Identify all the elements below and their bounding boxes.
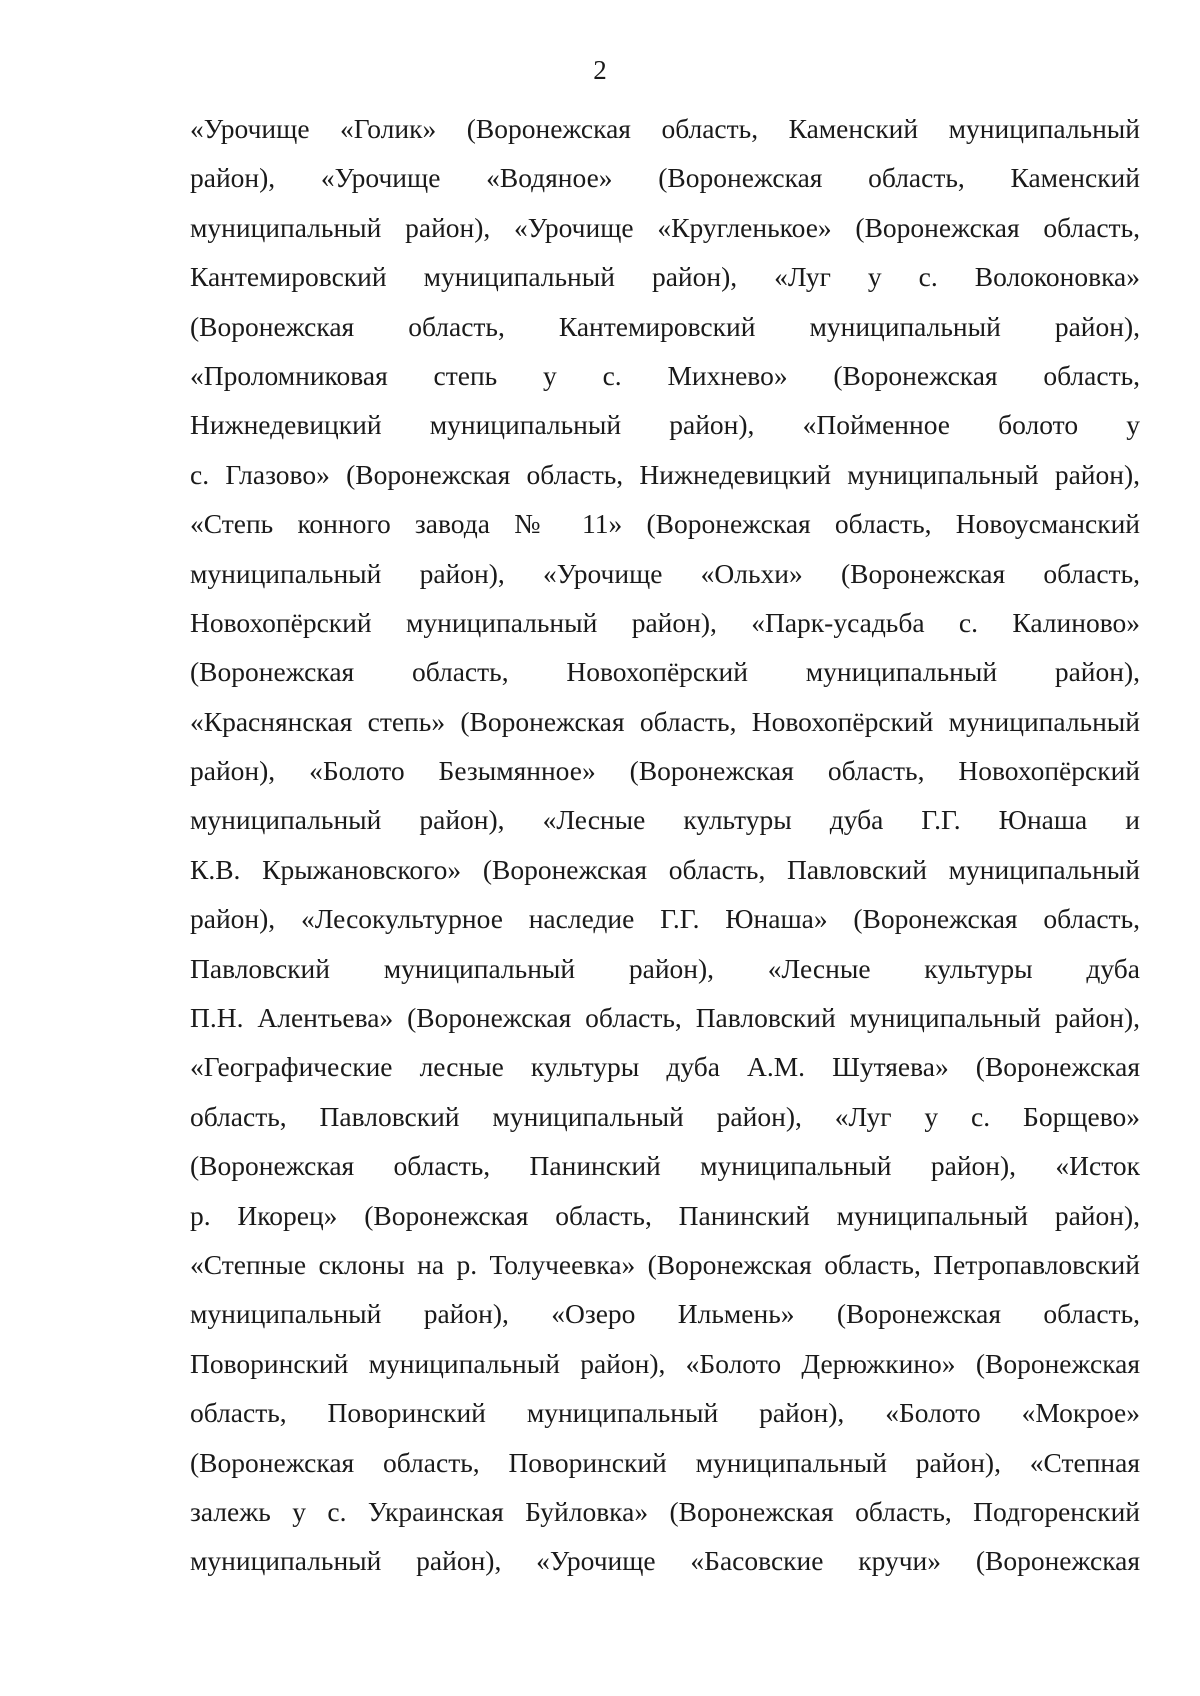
text-line: Кантемировский муниципальный район), «Луг у с. Волоконовка»	[190, 261, 1140, 293]
text-line: «Степные склоны на р. Толучеевка» (Воронежская область, Петропавловский	[190, 1248, 1140, 1280]
text-line: муниципальный район), «Урочище «Басовские кручи» (Воронежская	[190, 1545, 1140, 1577]
text-line: Поворинский муниципальный район), «Болото Дерюжкино» (Воронежская	[190, 1347, 1140, 1379]
text-line: «Краснянская степь» (Воронежская область, Новохопёрский муниципальный	[190, 705, 1140, 737]
text-line: К.В. Крыжановского» (Воронежская область, Павловский муниципальный	[190, 853, 1140, 885]
text-line: с. Глазово» (Воронежская область, Нижнедевицкий муниципальный район),	[190, 458, 1140, 490]
text-line: (Воронежская область, Новохопёрский муниципальный район),	[190, 656, 1140, 688]
text-line: Павловский муниципальный район), «Лесные культуры дуба	[190, 952, 1140, 984]
body-text	[190, 104, 1140, 1586]
text-line: район), «Урочище «Водяное» (Воронежская область, Каменский	[190, 162, 1140, 194]
text-line: «Проломниковая степь у с. Михнево» (Воронежская область,	[190, 359, 1140, 391]
text-line: П.Н. Алентьева» (Воронежская область, Павловский муниципальный район),	[190, 1002, 1140, 1034]
text-line: район), «Лесокультурное наследие Г.Г. Юнаша» (Воронежская область,	[190, 903, 1140, 935]
text-line: область, Поворинский муниципальный район), «Болото «Мокрое»	[190, 1397, 1140, 1429]
text-line: р. Икорец» (Воронежская область, Панинский муниципальный район),	[190, 1199, 1140, 1231]
text-line: область, Павловский муниципальный район), «Луг у с. Борщево»	[190, 1100, 1140, 1132]
text-line: Нижнедевицкий муниципальный район), «Пойменное болото у	[190, 409, 1140, 441]
text-line: «Географические лесные культуры дуба А.М. Шутяева» (Воронежская	[190, 1051, 1140, 1083]
text-line: муниципальный район), «Лесные культуры дуба Г.Г. Юнаша и	[190, 804, 1140, 836]
text-line: муниципальный район), «Урочище «Кругленькое» (Воронежская область,	[190, 211, 1140, 243]
text-line: (Воронежская область, Панинский муниципальный район), «Исток	[190, 1150, 1140, 1182]
text-line: залежь у с. Украинская Буйловка» (Воронежская область, Подгоренский	[190, 1495, 1140, 1527]
text-line: муниципальный район), «Урочище «Ольхи» (Воронежская область,	[190, 557, 1140, 589]
text-line: Новохопёрский муниципальный район), «Парк-усадьба с. Калиново»	[190, 606, 1140, 638]
text-line: муниципальный район), «Озеро Ильмень» (Воронежская область,	[190, 1298, 1140, 1330]
text-line: (Воронежская область, Поворинский муниципальный район), «Степная	[190, 1446, 1140, 1478]
page-number: 2	[593, 55, 607, 85]
text-line: «Урочище «Голик» (Воронежская область, Каменский муниципальный	[190, 113, 1140, 144]
text-line: (Воронежская область, Кантемировский муниципальный район),	[190, 310, 1140, 342]
text-line: «Степь конного завода № 11» (Воронежская область, Новоусманский	[190, 508, 1140, 540]
text-line: район), «Болото Безымянное» (Воронежская область, Новохопёрский	[190, 755, 1140, 787]
